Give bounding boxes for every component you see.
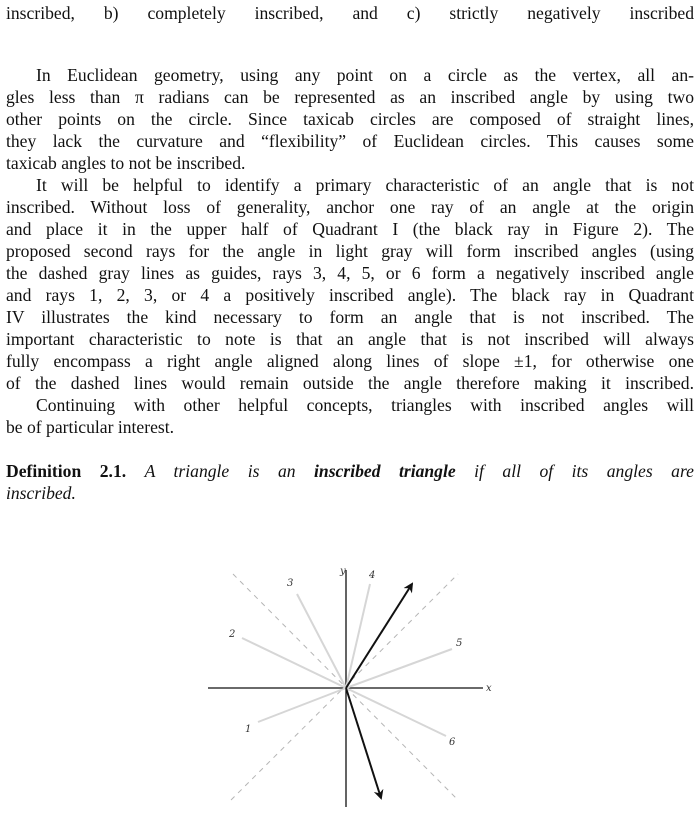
paragraph-1-line-2: gles less than π radians can be represented as an inscribed angle by using two [6, 87, 694, 107]
ray-label-1: 1 [245, 724, 252, 735]
definition-label: Definition 2.1. [6, 461, 127, 481]
ray-2 [242, 638, 346, 688]
ray-label-2: 2 [229, 629, 236, 640]
paragraph-1-line-3: other points on the circle. Since taxicab circles are composed of straight lines, [6, 109, 694, 129]
paragraph-1-line-1: In Euclidean geometry, using any point on a circle as the vertex, all an- [36, 65, 694, 85]
ray-6 [346, 688, 446, 736]
paragraph-2-line-5: the dashed gray lines as guides, rays 3, 4, 5, or 6 form a negatively inscribed angle [6, 263, 694, 283]
figure-2-diagram [200, 560, 500, 810]
definition-line-1 [6, 460, 694, 482]
y-axis-label: y [340, 566, 346, 577]
paragraph-2-line-3: and place it in the upper half of Quadrant I (the black ray in Figure 2). The [6, 219, 694, 239]
paragraph-1-line-4: they lack the curvature and “flexibility” of Euclidean circles. This causes some [6, 131, 694, 151]
figure-caption-tail: inscribed, b) completely inscribed, and c) strictly negatively inscribed [6, 3, 694, 23]
definition-text-after: if all of its angles are [474, 461, 694, 481]
definition-line-2: inscribed. [6, 483, 76, 503]
ray-label-3: 3 [287, 578, 294, 589]
paragraph-1-line-5: taxicab angles to not be inscribed. [6, 153, 246, 173]
paragraph-2-line-6: and rays 1, 2, 3, or 4 a positively inscribed angle). The black ray in Quadrant [6, 285, 694, 305]
paragraph-3-line-1: Continuing with other helpful concepts, triangles with inscribed angles will [36, 395, 694, 415]
ray-label-5: 5 [456, 638, 463, 649]
paragraph-2-line-10: of the dashed lines would remain outside the angle therefore making it inscribed. [6, 373, 694, 393]
paragraph-3-line-2: be of particular interest. [6, 417, 175, 437]
paragraph-2-line-8: important characteristic to note is that an angle that is not inscribed will always [6, 329, 694, 349]
taxicab-angle-diagram [200, 560, 500, 810]
definition-text-before: A triangle is an [144, 461, 296, 481]
ray-1 [258, 688, 346, 722]
paragraph-2-line-7: IV illustrates the kind necessary to form an angle that is not inscribed. The [6, 307, 694, 327]
paragraph-2-line-1: It will be helpful to identify a primary characteristic of an angle that is not [36, 175, 694, 195]
definition-term: inscribed triangle [314, 461, 456, 481]
ray-5 [346, 649, 452, 688]
ray-4 [346, 584, 370, 688]
x-axis-label: x [486, 683, 492, 694]
paragraph-2-line-9: fully encompass a right angle aligned along lines of slope ±1, for otherwise one [6, 351, 694, 371]
paragraph-2-line-4: proposed second rays for the angle in light gray will form inscribed angles (using [6, 241, 694, 261]
paragraph-2-line-2: inscribed. Without loss of generality, anchor one ray of an angle at the origin [6, 197, 694, 217]
ray-3 [297, 594, 346, 688]
ray-label-4: 4 [369, 570, 376, 581]
ray-label-6: 6 [449, 737, 456, 748]
black-quadrant-i-ray [346, 584, 412, 688]
